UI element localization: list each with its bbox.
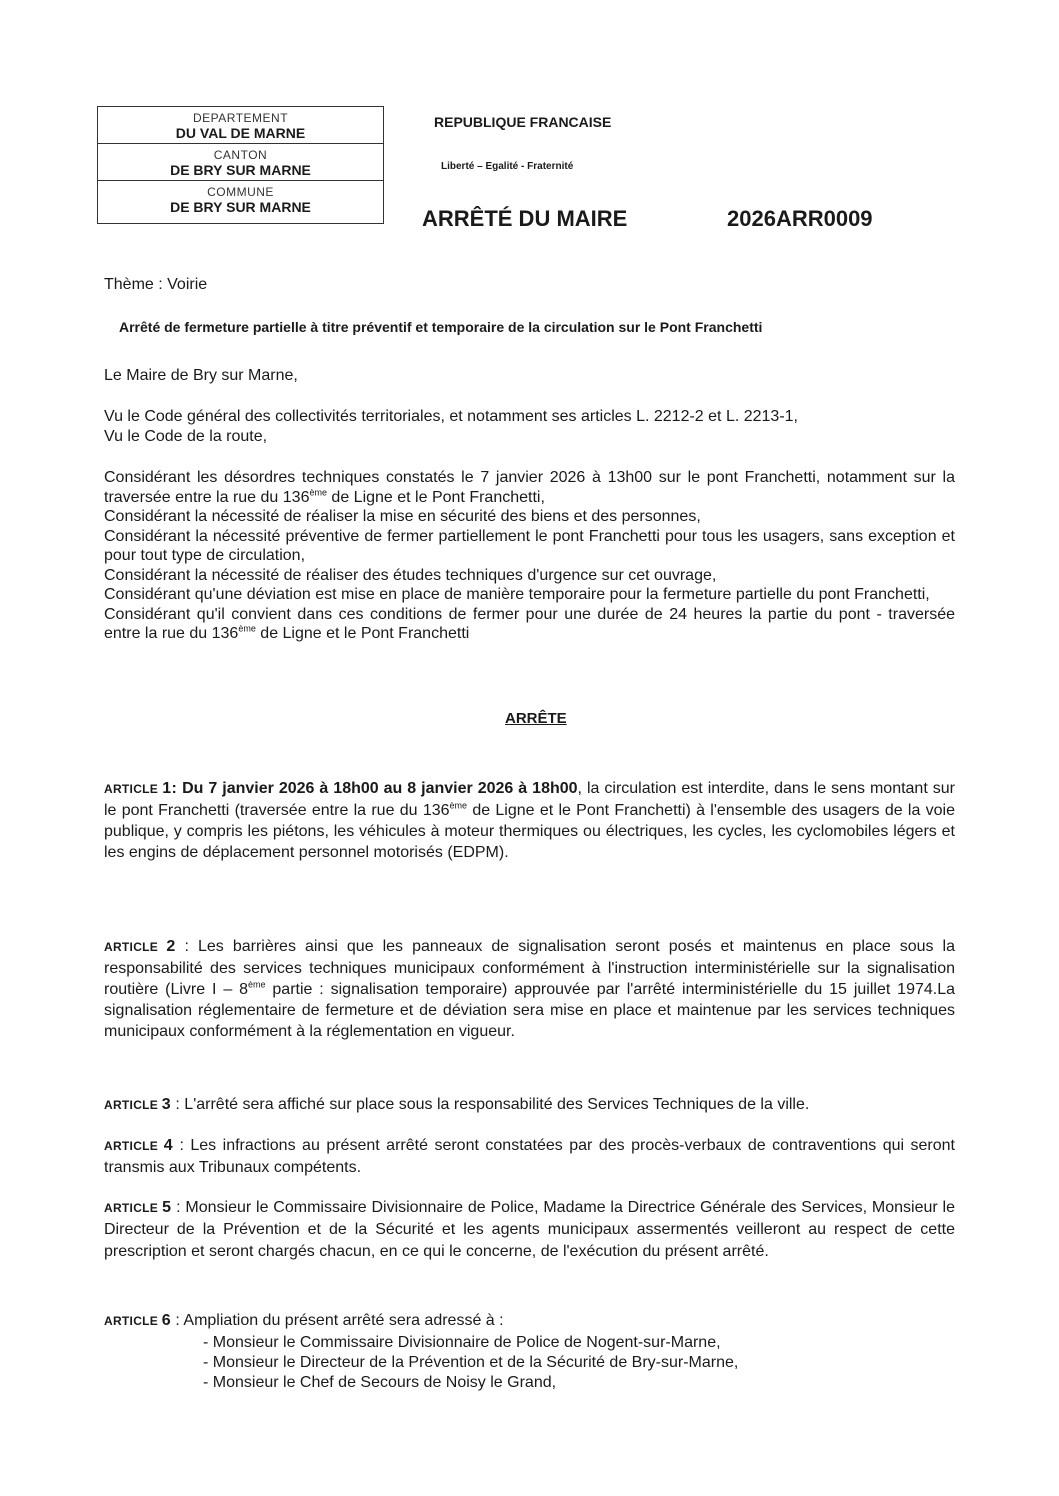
list-item: - Monsieur le Directeur de la Prévention et de la Sécurité de Bry-sur-Marne,: [203, 1354, 739, 1371]
departement-label: DEPARTEMENT: [192, 111, 289, 125]
document-number: 2026ARR0009: [727, 206, 873, 231]
article-2: ARTICLE 2 : Les barrières ainsi que les panneaux de signalisation seront posés et maintenus en place sous la responsabilité des services techniques municipaux conformément à l'instruction interministérielle sur la signalisation routière (Livre I – 8ème partie : signalisation temporaire) approuvée par l'arrêté interministérielle du 15 juillet 1974.La signalisation réglementaire de fermeture et de déviation sera mise en place et maintenue par les services techniques municipaux conformément à la réglementation en vigueur.: [104, 938, 956, 1040]
article-6: ARTICLE 6 : Ampliation du présent arrêté sera adressé à :: [104, 1312, 504, 1329]
arrete-heading: ARRÊTE: [505, 710, 567, 727]
ampliation-list: [203, 1333, 738, 1393]
republique-heading: REPUBLIQUE FRANCAISE: [434, 114, 612, 130]
canton-value: DE BRY SUR MARNE: [170, 162, 311, 178]
list-item: - Monsieur le Chef de Secours de Noisy le Grand,: [203, 1374, 557, 1391]
commune-cell: [98, 181, 383, 223]
article-label: ARTICLE 4: [104, 1137, 173, 1154]
considerant-item: Considérant la nécessité de réaliser des études techniques d'urgence sur cet ouvrage,: [104, 566, 717, 584]
considerant-item: Considérant qu'il convient dans ces conditions de fermer pour une durée de 24 heures la partie du pont - traversée entre la rue du 136ème de Ligne et le Pont Franchetti: [104, 605, 955, 642]
article-label: ARTICLE 2: [104, 938, 176, 955]
article-1: ARTICLE 1: Du 7 janvier 2026 à 18h00 au 8 janvier 2026 à 18h00, la circulation est interdite, dans le sens montant sur le pont Franchetti (traversée entre la rue du 136ème de Ligne et le Pont Franchetti) à l'ensemble des usagers de la voie publique, y compris les piétons, les véhicules à moteur thermiques ou électriques, les cycles, les cyclomobiles légers et les engins de déplacement personnel motorisés (EDPM).: [104, 780, 955, 861]
article-5: ARTICLE 5 : Monsieur le Commissaire Divisionnaire de Police, Madame la Directrice Générale des Services, Monsieur le Directeur de la Prévention et de la Sécurité et les agents municipaux assermentés veilleront au respect de cette prescription et seront chargés chacun, en ce qui le concerne, de l'exécution du présent arrêté.: [104, 1199, 956, 1260]
administrative-box: [97, 106, 384, 224]
article-label: ARTICLE 1:: [104, 780, 178, 797]
list-item: - Monsieur le Commissaire Divisionnaire de Police de Nogent-sur-Marne,: [203, 1334, 721, 1351]
article-3: ARTICLE 3 : L'arrêté sera affiché sur place sous la responsabilité des Services Techniques de la ville.: [104, 1096, 810, 1113]
vu-block: [104, 407, 955, 447]
commune-value: DE BRY SUR MARNE: [170, 199, 311, 215]
vu-item: Vu le Code général des collectivités territoriales, et notamment ses articles L. 2212-2 et L. 2213-1,: [104, 408, 798, 425]
article-label: ARTICLE 3: [104, 1096, 171, 1113]
canton-cell: [98, 144, 383, 181]
subject-line: Arrêté de fermeture partielle à titre préventif et temporaire de la circulation sur le Pont Franchetti: [119, 319, 763, 335]
considerant-item: Considérant qu'une déviation est mise en place de manière temporaire pour la fermeture partielle du pont Franchetti,: [104, 586, 930, 603]
document-title: ARRÊTÉ DU MAIRE: [422, 206, 628, 231]
commune-label: COMMUNE: [207, 185, 274, 199]
theme-line: Thème : Voirie: [104, 276, 208, 293]
departement-cell: [98, 107, 383, 144]
article-label: ARTICLE 5: [104, 1199, 172, 1216]
departement-value: DU VAL DE MARNE: [175, 125, 306, 141]
article-1-dates: Du 7 janvier 2026 à 18h00 au 8 janvier 2026 à 18h00: [182, 780, 578, 797]
maire-line: [104, 366, 955, 386]
article-4: ARTICLE 4 : Les infractions au présent arrêté seront constatées par des procès-verbaux de contraventions qui seront transmis aux Tribunaux compétents.: [104, 1137, 955, 1176]
republic-motto: Liberté – Egalité - Fraternité: [441, 161, 574, 172]
vu-item: Vu le Code de la route,: [104, 428, 268, 445]
canton-label: CANTON: [213, 148, 268, 162]
considerant-item: Considérant les désordres techniques constatés le 7 janvier 2026 à 13h00 sur le pont Franchetti, notamment sur la traversée entre la rue du 136ème de Ligne et le Pont Franchetti,: [104, 469, 955, 506]
maire-text: Le Maire de Bry sur Marne,: [104, 367, 298, 384]
article-label: ARTICLE 6: [104, 1312, 171, 1329]
considerant-item: Considérant la nécessité de réaliser la mise en sécurité des biens et des personnes,: [104, 508, 701, 525]
considerants-block: [104, 468, 955, 644]
considerant-item: Considérant la nécessité préventive de fermer partiellement le pont Franchetti pour tous les usagers, sans exception et pour tout type de circulation,: [104, 527, 955, 564]
